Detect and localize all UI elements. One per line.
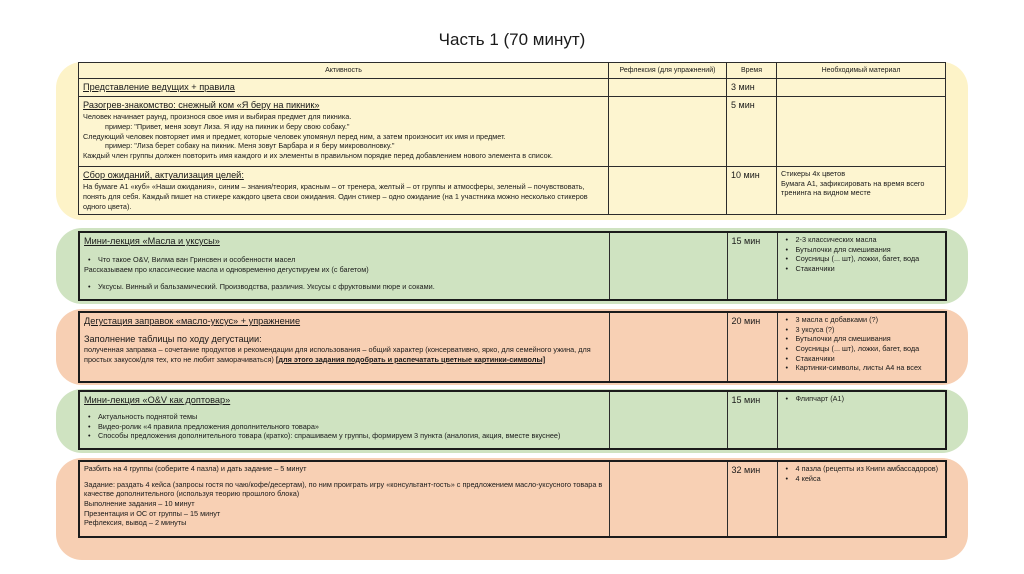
row-note: [для этого задания подобрать и распечатать цветные картинки-символы] bbox=[275, 354, 546, 364]
material-item: • Бутылочки для смешивания bbox=[782, 245, 942, 255]
row-text: Выполнение задания – 10 минут bbox=[84, 498, 195, 508]
row-text: На бумаге А1 «куб» «Наши ожидания», синим – знания/теория, красным – от тренера, желтый – от группы и атмосферы, зеленый – почувствовать, понять для себя. Каждый пишет на стикере каждого цвета свои ожидания. Один стикер – одно ожидание (на 1 участника можно несколько стикеров одного цвета). bbox=[83, 182, 588, 211]
row-text: пример: "Лиза берет собаку на пикник. Меня зовут Барбара и я беру микроволновку." bbox=[105, 141, 395, 151]
row-text: Рефлексия, вывод – 2 минуты bbox=[84, 518, 187, 528]
row-time: 20 мин bbox=[727, 312, 777, 382]
group-task-table bbox=[78, 460, 947, 538]
tasting-table bbox=[78, 311, 947, 383]
row-bullet: • Актуальность поднятой темы bbox=[84, 412, 605, 422]
material-item: • Стаканчики bbox=[782, 264, 942, 274]
row-time: 32 мин bbox=[727, 461, 777, 537]
material-item: Бумага А1, зафиксировать на время всего тренинга на видном месте bbox=[781, 178, 925, 198]
material-item: Стикеры 4х цветов bbox=[781, 169, 846, 179]
material-item: • Флипчарт (А1) bbox=[782, 394, 942, 404]
table-row bbox=[79, 79, 946, 97]
page-title: Часть 1 (70 минут) bbox=[438, 30, 586, 49]
row-title: Мини-лекция «O&V как доптовар» bbox=[84, 395, 231, 405]
row-title: Представление ведущих + правила bbox=[83, 82, 235, 92]
row-time: 15 мин bbox=[727, 232, 777, 300]
row-title: Сбор ожиданий, актуализация целей: bbox=[83, 170, 244, 181]
table-row bbox=[79, 167, 946, 215]
row-title: Дегустация заправок «масло-уксус» + упражнение bbox=[84, 316, 301, 326]
row-text: Рассказываем про классические масла и одновременно дегустируем их (с багетом) bbox=[84, 264, 369, 274]
table-row bbox=[79, 97, 946, 167]
row-bullet: • Способы предложения дополнительного товара (кратко): спрашиваем у группы, формируем 3 пункта (аналогия, акция, вместе вкуснее) bbox=[84, 431, 605, 441]
header-time: Время bbox=[727, 63, 777, 79]
row-title: Мини-лекция «Масла и уксусы» bbox=[84, 236, 220, 246]
row-time: 10 мин bbox=[727, 167, 777, 215]
header-activity: Активность bbox=[79, 63, 609, 79]
material-item: • 3 уксуса (?) bbox=[782, 325, 942, 335]
row-bullet: • Видео-ролик «4 правила предложения дополнительного товара» bbox=[84, 422, 605, 432]
header-material: Необходимый материал bbox=[777, 63, 946, 79]
table-row bbox=[79, 232, 946, 300]
row-text: Разбить на 4 группы (соберите 4 пазла) и дать задание – 5 минут bbox=[84, 464, 307, 473]
material-item: • 2-3 классических масла bbox=[782, 235, 942, 245]
oils-lecture-table bbox=[78, 231, 947, 301]
header-reflection: Рефлексия (для упражнений) bbox=[609, 63, 727, 79]
material-item: • Соусницы (... шт), ложки, багет, вода bbox=[782, 344, 942, 354]
material-item: • 3 масла с добавками (?) bbox=[782, 315, 942, 325]
row-time: 15 мин bbox=[727, 391, 777, 449]
material-item: • 4 пазла (рецепты из Книги амбассадоров) bbox=[782, 464, 942, 474]
table-row bbox=[79, 312, 946, 382]
row-title: Разогрев-знакомство: снежный ком «Я беру на пикник» bbox=[83, 100, 320, 111]
row-text: Каждый член группы должен повторить имя каждого и их элементы в правильном порядке перед добавлением нового элемента в список. bbox=[83, 150, 553, 160]
row-time: 5 мин bbox=[727, 97, 777, 167]
row-text: Следующий человек повторяет имя и предмет, которые человек упомянул перед ним, а затем произносит их имя и предмет. bbox=[83, 131, 506, 141]
table-row bbox=[79, 391, 946, 449]
material-item: • Картинки-символы, листы А4 на всех bbox=[782, 363, 942, 373]
material-item: • Соусницы (... шт), ложки, багет, вода bbox=[782, 254, 942, 264]
row-text: Презентация и ОС от группы – 15 минут bbox=[84, 508, 221, 518]
row-text: Человек начинает раунд, произнося свое имя и выбирая предмет для пикника. bbox=[83, 112, 352, 122]
table-row bbox=[79, 461, 946, 537]
row-time: 3 мин bbox=[727, 79, 777, 97]
row-text: полученная заправка – сочетание продуктов и рекомендации для использования – общий характер (консервативно, ярко, для семейного ужина, для простых закусок/для тех, кто не любит заморачиваться) bbox=[84, 345, 591, 364]
upsell-lecture-table bbox=[78, 390, 947, 450]
material-item: • 4 кейса bbox=[782, 474, 942, 484]
material-item: • Бутылочки для смешивания bbox=[782, 334, 942, 344]
row-subtitle: Заполнение таблицы по ходу дегустации: bbox=[84, 334, 262, 345]
intro-table bbox=[78, 62, 946, 215]
row-text: Задание: раздать 4 кейса (запросы гостя по чаю/кофе/десертам), по ним проиграть игру «консультант-гость» с предложением масло-уксусного товара в качестве дополнительного (используя теорию прошлого блока) bbox=[84, 479, 603, 499]
header-row bbox=[79, 63, 946, 79]
material-item: • Стаканчики bbox=[782, 354, 942, 364]
row-bullet: • Уксусы. Винный и бальзамический. Производства, различия. Уксусы с фруктовыми пюре и соками. bbox=[84, 282, 605, 292]
row-bullet: • Что такое O&V, Вилма ван Гринсвен и особенности масел bbox=[84, 255, 605, 265]
row-text: пример: "Привет, меня зовут Лиза. Я иду на пикник и беру свою собаку." bbox=[105, 121, 350, 131]
